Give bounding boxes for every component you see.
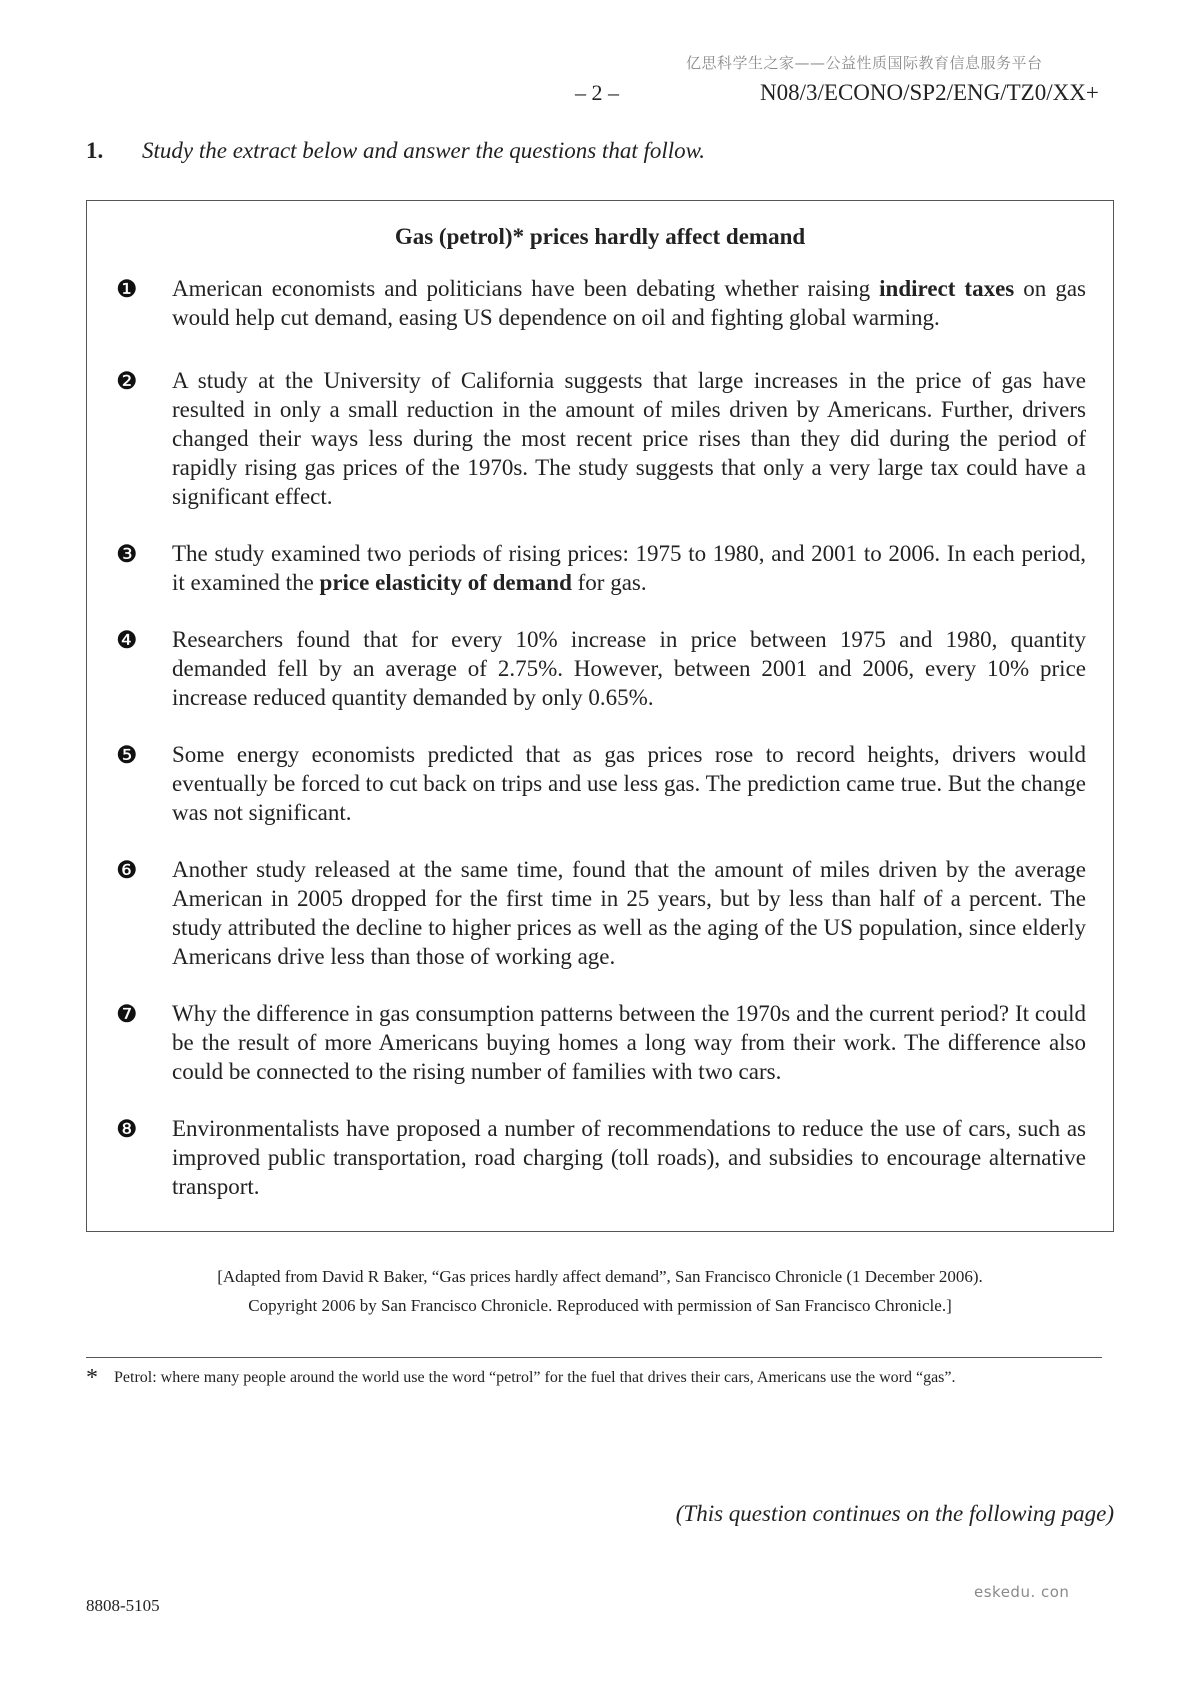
paper-code: N08/3/ECONO/SP2/ENG/TZ0/XX+ [760, 80, 1099, 105]
extract-title: Gas (petrol)* prices hardly affect demand [394, 224, 806, 249]
paragraph-7: Why the difference in gas consumption patterns between the 1970s and the current period? It could be the result of more Americans buying homes a long way from their work. The difference also could be connected to the rising number of families with two cars. [172, 1001, 1086, 1084]
paragraph-3 [172, 539, 1086, 597]
paragraph-6: Another study released at the same time, found that the amount of miles driven by the average American in 2005 dropped for the first time in 25 years, but by less than half of a percent. The study attributed the decline to higher prices as well as the aging of the US population, since elderly Americans drive less than those of working age. [172, 857, 1086, 969]
footer-watermark: eskedu. con [974, 1583, 1070, 1601]
footnote-marker: * [86, 1365, 98, 1391]
paragraph-1 [172, 274, 1086, 332]
continue-note: (This question continues on the following page) [675, 1501, 1114, 1526]
paragraph-5: Some energy economists predicted that as gas prices rose to record heights, drivers would eventually be forced to cut back on trips and use less gas. The prediction came true. But the change was not significant. [172, 742, 1086, 825]
question-instruction: Study the extract below and answer the questions that follow. [142, 138, 706, 163]
paragraph-1-bold-term: indirect taxes [879, 276, 1015, 301]
footer-code: 8808-5105 [86, 1596, 160, 1615]
footnote-divider [86, 1357, 1102, 1358]
paragraph-1-text-b: on gas would help cut demand, easing US dependence on oil and fighting global warming. [172, 276, 1086, 330]
paragraph-4: Researchers found that for every 10% increase in price between 1975 and 1980, quantity demanded fell by an average of 2.75%. However, between 2001 and 2006, every 10% price increase reduced quantity demanded by only 0.65%. [172, 627, 1086, 710]
paragraph-3-text-b: for gas. [571, 570, 647, 595]
footnote-text: Petrol: where many people around the world use the word “petrol” for the fuel that drives their cars, Americans use the word “gas”. [114, 1369, 956, 1386]
source-citation-line-1: [Adapted from David R Baker, “Gas prices hardly affect demand”, San Francisco Chronicle (1 December 2006). [217, 1267, 983, 1286]
paragraph-3-text-a: The study examined two periods of rising prices: 1975 to 1980, and 2001 to 2006. In each period, it examined the [172, 541, 1086, 595]
paragraph-marker-2: ❷ [116, 369, 138, 395]
page-number: – 2 – [575, 80, 619, 105]
paragraph-marker-8: ❽ [116, 1117, 138, 1143]
source-citation-line-2: Copyright 2006 by San Francisco Chronicle. Reproduced with permission of San Francisco Chronicle.] [248, 1296, 952, 1315]
paragraph-8: Environmentalists have proposed a number of recommendations to reduce the use of cars, such as improved public transportation, road charging (toll roads), and subsidies to encourage alternative transport. [172, 1116, 1086, 1199]
paragraph-marker-6: ❻ [116, 858, 138, 884]
header-watermark: 亿思科学生之家——公益性质国际教育信息服务平台 [686, 54, 1043, 72]
paragraph-marker-4: ❹ [116, 628, 138, 654]
paragraph-1-text-a: American economists and politicians have been debating whether raising [172, 276, 880, 301]
paragraph-marker-1: ❶ [116, 277, 138, 303]
question-number: 1. [86, 138, 104, 163]
paragraph-marker-7: ❼ [116, 1002, 138, 1028]
paragraph-3-bold-term: price elasticity of demand [319, 570, 572, 595]
paragraph-2: A study at the University of California suggests that large increases in the price of gas have resulted in only a small reduction in the amount of miles driven by Americans. Further, drivers changed their ways less during the most recent price rises than they did during the period of rapidly rising gas prices of the 1970s. The study suggests that only a very large tax could have a significant effect. [172, 368, 1086, 509]
paragraph-marker-5: ❺ [116, 743, 138, 769]
paragraph-marker-3: ❸ [116, 542, 138, 568]
